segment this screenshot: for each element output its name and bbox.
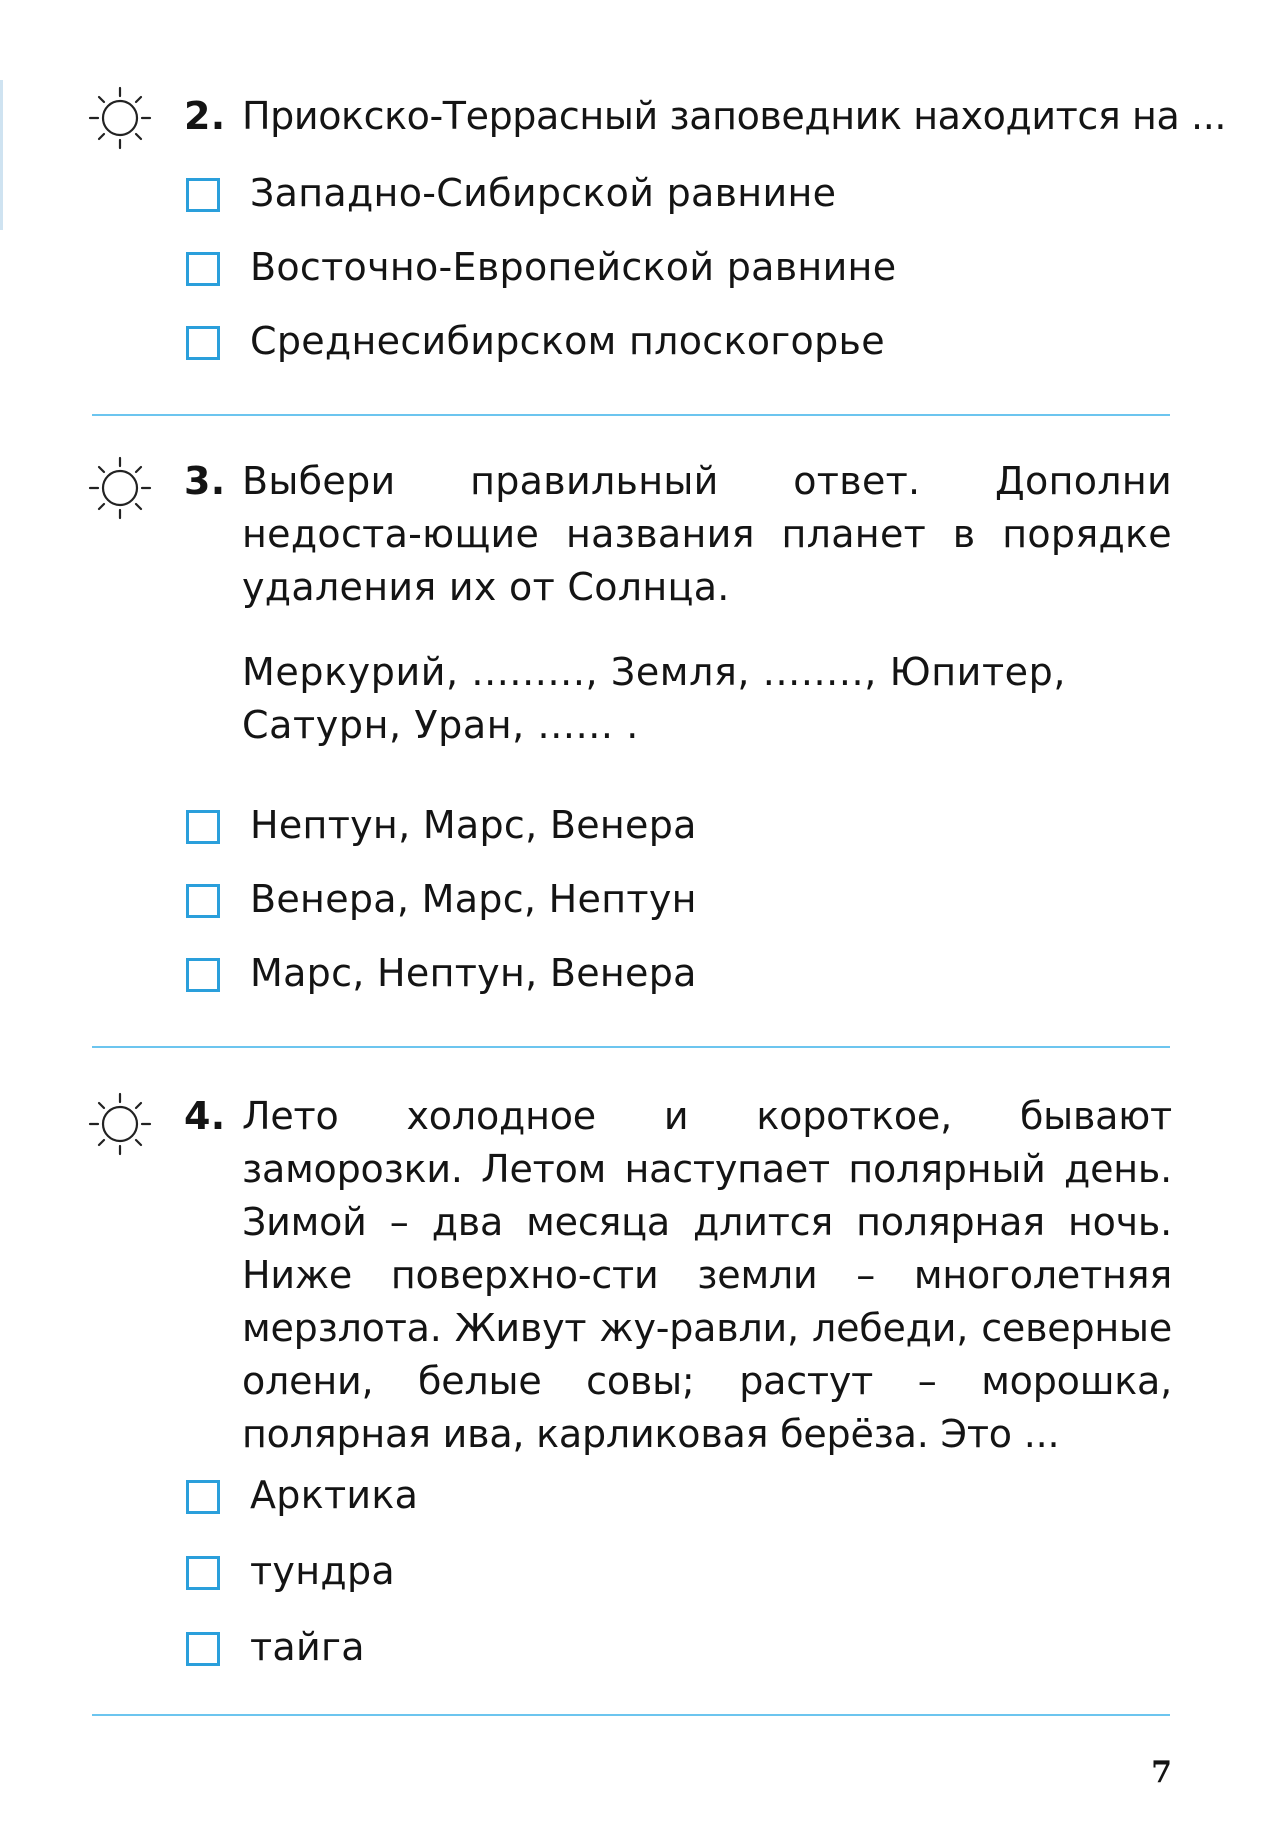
section-divider: [92, 1046, 1170, 1048]
answer-label: тундра: [250, 1549, 395, 1593]
answer-checkbox[interactable]: [186, 884, 220, 918]
answer-label: тайга: [250, 1625, 365, 1669]
sun-icon: [88, 456, 152, 520]
answer-checkbox[interactable]: [186, 178, 220, 212]
answer-checkbox[interactable]: [186, 1556, 220, 1590]
question-number: 2.: [184, 94, 226, 138]
answer-label: Марс, Нептун, Венера: [250, 951, 697, 995]
section-divider: [92, 414, 1170, 416]
answer-checkbox[interactable]: [186, 958, 220, 992]
section-divider: [92, 1714, 1170, 1716]
answer-label: Среднесибирском плоскогорье: [250, 319, 885, 363]
answer-label: Венера, Марс, Нептун: [250, 877, 697, 921]
question-number: 4.: [184, 1094, 226, 1138]
answer-checkbox[interactable]: [186, 810, 220, 844]
question-number: 3.: [184, 459, 226, 503]
answer-checkbox[interactable]: [186, 252, 220, 286]
question-text: Приокско-Террасный заповедник находится на ...: [242, 94, 1227, 138]
page-edge-mark: [0, 80, 3, 230]
question-text: Лето холодное и короткое, бывают заморозки. Летом наступает полярный день. Зимой – два месяца длится полярная ночь. Ниже поверхно-сти земли – многолетняя мерзлота. Живут жу-равли, лебеди, северные олени, белые совы; растут – морошка, полярная ива, карликовая берёза. Это ...: [242, 1094, 1172, 1456]
answer-checkbox[interactable]: [186, 326, 220, 360]
answer-label: Нептун, Марс, Венера: [250, 803, 697, 847]
question-text: Выбери правильный ответ. Дополни недоста-ющие названия планет в порядке удаления их от Солнца.: [242, 459, 1172, 609]
sun-icon: [88, 1092, 152, 1156]
planets-line: Сатурн, Уран, ...... .: [242, 703, 639, 747]
page-number: 7: [1151, 1755, 1172, 1790]
sun-icon: [88, 86, 152, 150]
answer-checkbox[interactable]: [186, 1480, 220, 1514]
answer-checkbox[interactable]: [186, 1632, 220, 1666]
answer-label: Западно-Сибирской равнине: [250, 171, 837, 215]
answer-label: Арктика: [250, 1473, 419, 1517]
planets-line: Меркурий, ........., Земля, ........, Юпитер,: [242, 650, 1067, 694]
answer-label: Восточно-Европейской равнине: [250, 245, 897, 289]
